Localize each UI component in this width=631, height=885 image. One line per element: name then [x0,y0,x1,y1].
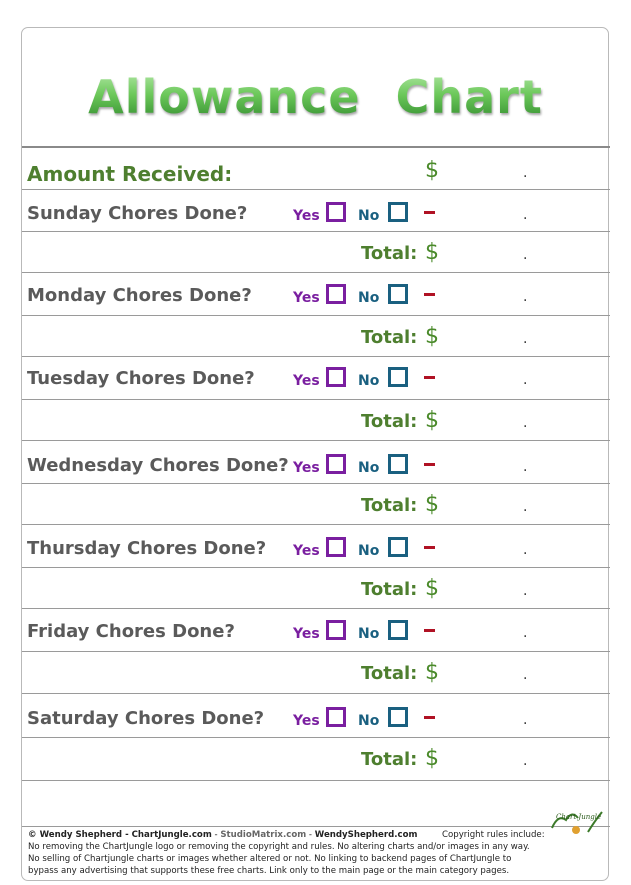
total-blank[interactable]: . [523,247,528,263]
minus-icon [424,546,435,549]
chore-question-sunday: Sunday Chores Done? [27,203,248,224]
no-label: No [358,713,380,729]
logo-text: Chart Jungle [556,813,602,821]
chore-question-wednesday: Wednesday Chores Done? [27,455,289,476]
row-divider [22,693,610,694]
row-divider [22,440,610,441]
yes-checkbox[interactable] [326,367,346,387]
chore-blank[interactable]: . [523,459,528,475]
total-blank[interactable]: . [523,331,528,347]
total-dollar-sign: $ [425,324,439,349]
minus-icon [424,293,435,296]
no-label: No [358,626,380,642]
total-label: Total: [361,749,418,770]
row-divider [22,399,610,400]
total-label: Total: [361,579,418,600]
total-blank[interactable]: . [523,753,528,769]
yes-checkbox[interactable] [326,284,346,304]
yes-label: Yes [293,373,320,389]
minus-icon [424,629,435,632]
no-checkbox[interactable] [388,284,408,304]
total-dollar-sign: $ [425,660,439,685]
yes-label: Yes [293,713,320,729]
no-label: No [358,290,380,306]
no-label: No [358,543,380,559]
amount-dollar-sign: $ [425,158,439,183]
total-blank[interactable]: . [523,583,528,599]
chore-question-friday: Friday Chores Done? [27,621,235,642]
total-label: Total: [361,327,418,348]
amount-received-label: Amount Received: [27,162,233,186]
yes-label: Yes [293,543,320,559]
page-title: Allowance Chart [0,70,631,124]
row-divider [22,737,610,738]
footer-credit-line: © Wendy Shepherd - ChartJungle.com - StudioMatrix.com - WendyShepherd.com Copyright rules include: [28,830,545,840]
chore-blank[interactable]: . [523,207,528,223]
yes-checkbox[interactable] [326,620,346,640]
chore-question-monday: Monday Chores Done? [27,285,252,306]
row-divider [22,567,610,568]
minus-icon [424,376,435,379]
total-blank[interactable]: . [523,499,528,515]
yes-label: Yes [293,208,320,224]
chore-question-tuesday: Tuesday Chores Done? [27,368,255,389]
bottom-divider [22,780,610,781]
footer-rule-line: No selling of Chartjungle charts or images whether altered or not. No linking to backend pages of ChartJungle to [28,854,512,864]
no-label: No [358,208,380,224]
total-label: Total: [361,495,418,516]
yes-checkbox[interactable] [326,202,346,222]
allowance-chart-sheet [21,27,609,881]
yes-checkbox[interactable] [326,454,346,474]
chore-question-saturday: Saturday Chores Done? [27,708,265,729]
row-divider [22,356,610,357]
chore-question-thursday: Thursday Chores Done? [27,538,267,559]
chore-blank[interactable]: . [523,542,528,558]
no-checkbox[interactable] [388,537,408,557]
footer-rule-line: bypass any advertising that supports these free charts. Link only to the main page or the main category pages. [28,866,510,876]
total-label: Total: [361,411,418,432]
row-divider [22,315,610,316]
total-dollar-sign: $ [425,492,439,517]
total-label: Total: [361,663,418,684]
yes-label: Yes [293,626,320,642]
no-checkbox[interactable] [388,707,408,727]
total-blank[interactable]: . [523,415,528,431]
title-divider [22,146,610,148]
no-label: No [358,460,380,476]
no-checkbox[interactable] [388,620,408,640]
yes-label: Yes [293,460,320,476]
copyright-footer [28,829,608,877]
no-checkbox[interactable] [388,454,408,474]
yes-label: Yes [293,290,320,306]
total-dollar-sign: $ [425,408,439,433]
no-checkbox[interactable] [388,367,408,387]
total-dollar-sign: $ [425,746,439,771]
row-divider [22,189,610,190]
chore-blank[interactable]: . [523,625,528,641]
total-dollar-sign: $ [425,240,439,265]
row-divider [22,272,610,273]
no-checkbox[interactable] [388,202,408,222]
amount-blank[interactable]: . [523,165,528,181]
total-blank[interactable]: . [523,667,528,683]
row-divider [22,483,610,484]
minus-icon [424,211,435,214]
total-dollar-sign: $ [425,576,439,601]
footer-divider [22,826,610,827]
row-divider [22,524,610,525]
row-divider [22,651,610,652]
chore-blank[interactable]: . [523,289,528,305]
row-divider [22,608,610,609]
no-label: No [358,373,380,389]
yes-checkbox[interactable] [326,707,346,727]
footer-rule-line: No removing the ChartJungle logo or removing the copyright and rules. No altering charts and/or images in any way. [28,842,530,852]
yes-checkbox[interactable] [326,537,346,557]
chore-blank[interactable]: . [523,712,528,728]
rules-heading: Copyright rules include: [442,830,545,840]
minus-icon [424,716,435,719]
minus-icon [424,463,435,466]
chore-blank[interactable]: . [523,372,528,388]
row-divider [22,231,610,232]
total-label: Total: [361,243,418,264]
